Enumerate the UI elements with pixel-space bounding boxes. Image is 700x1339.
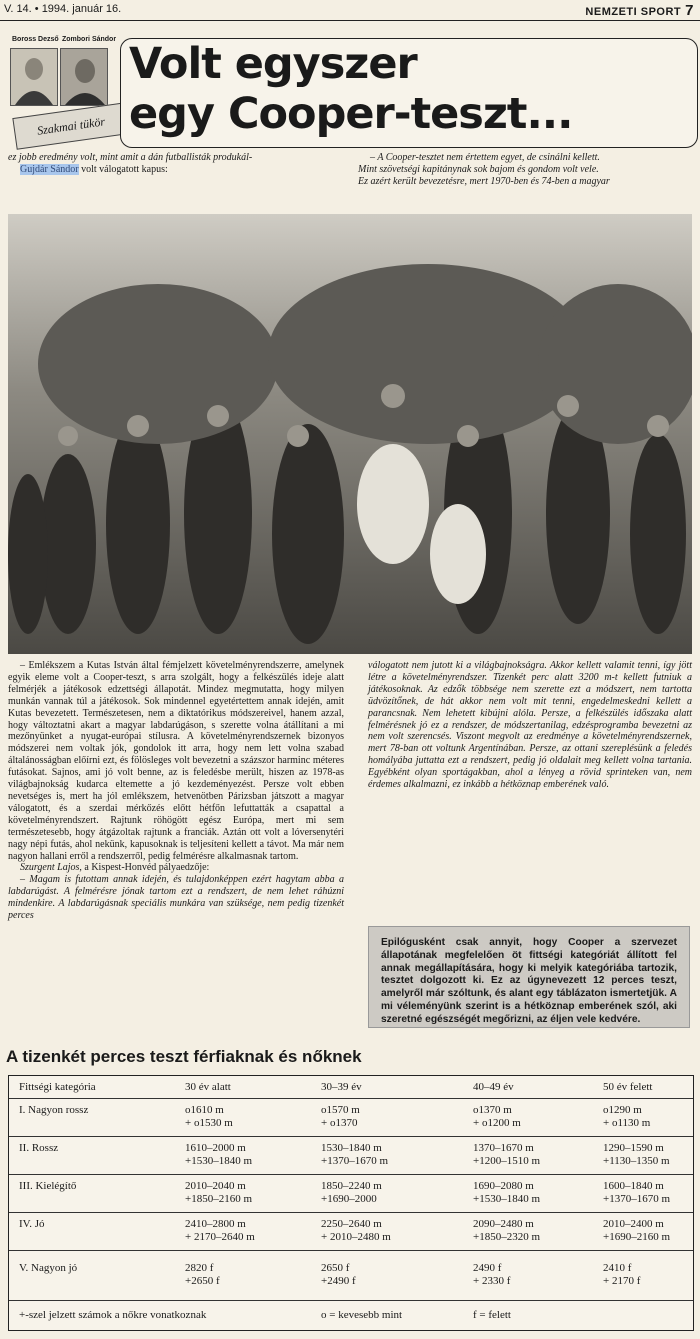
speaker-2-name: Szurgent Lajos [20,862,80,874]
footer-note-above: f = felett [473,1309,511,1321]
portrait-left-icon [11,49,57,105]
cell-value: +1200–1510 m [473,1155,541,1167]
cell-value: o1370 m [473,1104,512,1116]
newspaper-name [585,2,694,19]
speaker-2-role: , a Kispest-Honvéd pályaedzője: [79,862,210,874]
headline-box [120,38,698,148]
quote-gujdar: – Emlékszem a Kutas István által fémjelzett követelményrendszerre, amelynek egyik eleme volt a Cooper-teszt, s arra szolgált, hogy a felkészülés ideje alatt felmérjék a játékosok edzettségi állapotát. Mindez megmutatta, hogy milyen munkán vannak túl a játékosok. Sok mindennel egyetértettem annak idején, amit Kutas bevezetett. Természetesen, nem a diktatórikus módszereivel, hanem azzal, hogy változtatni akart a magyar labdarúgáson, s szerette volna átállítani a mi mezőnyünket a nyugat-európai stílusra. A követelményrendszernek bizonyos módszerei nem voltak jók, gondolok itt arra, hogy nem lett volna szabad általánosságban előírni ezt, és fölösleges volt bevezetni a százszor harminc méteres futásokat. Sajnos, ami jó volt benne, az is feledésbe merült, hiszen az 1978-as világbajnokság kudarca eltemette a jó kezdeményezést. Persze volt ebben nevetséges is, mert ha jól emlékszem, hetvenötben Párizsban játszott a magyar válogatott, és a szerdai mérkőzés előtt hétfőn lefuttatták a csapattal a követelményrendszert. Rajtunk röhögött egész Európa, mert mi sem természetesebb, hogy átgázoltak rajtunk a franciák. Aztán ott volt a lóversenytéri nagy népi futás, ahol nekünk, kapusoknak is teljesíteni kellett a távot. Ma már nem nagyon hallani erről a rendszerről, pedig felmérésre alkalmasnak tartom. [8,660,344,862]
table-row [9,1136,693,1175]
cell-value: 2820 f [185,1262,214,1274]
cell-value: 1370–1670 m [473,1142,534,1154]
cell-value: o1290 m [603,1104,642,1116]
footer-note-women: +-szel jelzett számok a nőkre vonatkoznak [19,1309,207,1321]
header-col-1: 30 év alatt [185,1081,231,1093]
row-category: II. Rossz [19,1142,59,1154]
cell-value: +2650 f [185,1275,220,1287]
cell-value: + 2010–2480 m [321,1231,391,1243]
cell-value: 2490 f [473,1262,502,1274]
cell-value: + 2170 f [603,1275,641,1287]
right-intro-line-2: Mint szövetségi kapitánynak sok bajom és gondom volt vele. [358,163,599,175]
header-category: Fittségi kategória [19,1081,96,1093]
left-column-body [8,660,344,922]
issue-date: V. 14. • 1994. január 16. [4,3,122,15]
cell-value: 2090–2480 m [473,1218,534,1230]
right-intro-line-1: – A Cooper-tesztet nem értettem egyet, de csinálni kellett. [370,152,600,163]
author-photo-right [60,48,108,106]
header-col-4: 50 év felett [603,1081,653,1093]
cell-value: +2490 f [321,1275,356,1287]
speaker-2-intro [8,862,344,874]
epilogue-box: Epilógusként csak annyit, hogy Cooper a szervezet állapotának megfelelően öt fittségi kategóriát állított fel annak megállapítására, hogy ki melyik kategóriába tartozik, tesztet dolgozott ki. Ez az úgynevezett 12 perces teszt, amelyről már szóltunk, és alant egy táblázaton ismertetjük. A mi véleményünk szerint is a hétköznap emberének szól, aki szeretné egészségét megőrizni, az éljen vele kedvére. [368,926,690,1028]
table-footer [9,1300,693,1330]
highlighted-name[interactable]: Gujdár Sándor [20,163,79,175]
cell-value: + o1530 m [185,1117,233,1129]
author-photo-left [10,48,58,106]
cell-value: + 2330 f [473,1275,511,1287]
portrait-right-icon [61,49,107,105]
cell-value: + o1370 [321,1117,358,1129]
table-title: A tizenkét perces teszt férfiaknak és nőknek [6,1047,362,1066]
cell-value: 1850–2240 m [321,1180,382,1192]
main-photo [8,214,692,654]
cell-value: 2410 f [603,1262,632,1274]
table-row [9,1174,693,1213]
cell-value: +1690–2160 m [603,1231,671,1243]
quote-szurgent: – Magam is futottam annak idején, és tulajdonképpen ezért hagytam abba a labdarúgást. A felmérésre jónak tartom ezt a rendszert, de nem lehet ráhúzni mindenkire. A labdarúgásnak speciális munkára van szüksége, nem pedig tizenkét perces [8,874,344,922]
cell-value: +1530–1840 m [185,1155,253,1167]
cooper-table [8,1075,694,1331]
intro-line-2 [8,164,348,176]
cell-value: 2410–2800 m [185,1218,246,1230]
cell-value: +1370–1670 m [321,1155,389,1167]
author-block [6,28,120,148]
right-intro-line-3: Ez azért került bevezetésre, mert 1970-ben és 74-ben a magyar [358,175,610,187]
cell-value: +1370–1670 m [603,1193,671,1205]
cell-value: +1130–1350 m [603,1155,670,1167]
intro-line-1: ez jobb eredmény volt, mint amit a dán futballisták produkál- [8,152,253,163]
author-name-left: Boross Dezső [12,36,59,43]
paper-title: NEMZETI SPORT [585,6,682,18]
table-row [9,1212,693,1251]
table-row [9,1098,693,1137]
cell-value: +1530–1840 m [473,1193,541,1205]
cell-value: + o1130 m [603,1117,651,1129]
header-col-2: 30–39 év [321,1081,362,1093]
table-row [9,1250,693,1301]
cell-value: 1600–1840 m [603,1180,664,1192]
row-category: V. Nagyon jó [19,1262,78,1274]
cell-value: o1570 m [321,1104,360,1116]
right-column-body [368,660,692,791]
cell-value: +1850–2160 m [185,1193,253,1205]
cell-value: 2010–2040 m [185,1180,246,1192]
cell-value: +1850–2320 m [473,1231,541,1243]
author-name-right: Zombori Sándor [62,36,117,43]
column-tag: Szakmai tükör [12,102,129,150]
cell-value: +1690–2000 [321,1193,377,1205]
top-left-text [8,152,348,176]
page-header [0,0,700,21]
cell-value: 1690–2080 m [473,1180,534,1192]
quote-continued: válogatott nem jutott ki a világbajnokságra. Akkor kellett valamit tenni, így jött létre a követelményrendszer. Tizenkét perc alatt 3200 m-t kellett futniuk a játékosoknak. Az edzők többsége nem szerette ezt a módszert, nem tartotta üdvözítőnek, de hát akkor nem volt mit tenni, engedelmeskedni kellett a parancsnak. Nem lehetett kibújni alóla. Persze, a felkészülés időszaka alatt felmérésnek jó ez a rendszer, de módszertanilag, edzésprogramba bevezetni az nem volt szerencsés. Viszont megvolt az eredménye a követelményrendszernek, mert 78-ban ott voltunk Argentínában. Persze, az ottani szereplésünk a feledés homályába juttatta ezt a rendszert, pedig jó oldalait meg kellett volna tartania. Egyébként olyan sportágakban, ahol a lényeg a rövid sprinteken van, nem érdemes alkalmazni, ez inkább a hétköznap emberének való. [368,660,692,791]
footer-note-less: o = kevesebb mint [321,1309,403,1321]
headline-line-1: Volt egyszer [129,39,417,89]
speaker-role: volt válogatott kapus: [78,163,168,175]
row-category: IV. Jó [19,1218,45,1230]
row-category: I. Nagyon rossz [19,1104,89,1116]
page-number: 7 [685,2,694,19]
top-right-text [358,152,694,188]
cell-value: + 2170–2640 m [185,1231,255,1243]
cell-value: 2010–2400 m [603,1218,664,1230]
cell-value: o1610 m [185,1104,224,1116]
cell-value: 1530–1840 m [321,1142,382,1154]
row-category: III. Kielégítő [19,1180,77,1192]
cell-value: 2250–2640 m [321,1218,382,1230]
runners-photo-icon [8,214,692,654]
cell-value: + o1200 m [473,1117,521,1129]
cell-value: 2650 f [321,1262,350,1274]
cell-value: 1610–2000 m [185,1142,246,1154]
cell-value: 1290–1590 m [603,1142,664,1154]
headline-line-2: egy Cooper-teszt... [129,89,573,139]
table-header-row [9,1076,693,1099]
header-col-3: 40–49 év [473,1081,514,1093]
